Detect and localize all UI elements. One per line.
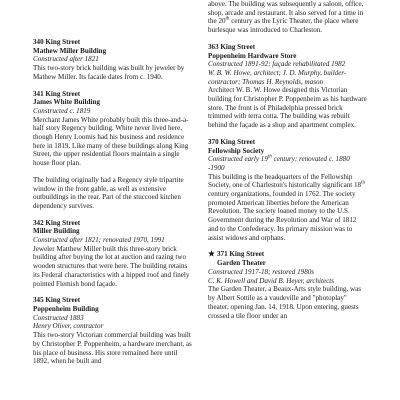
entry-constructed: Constructed c. 1819: [33, 106, 91, 115]
entry-paragraph: The Garden Theater, a Beaux-Arts style building, was by Albert Sottile as a vaudeville and "photoplay" theater, opening Jan. 14, 1918. Upon entering, guests crossed a tile floor under an: [208, 285, 362, 320]
entry-paragraph: Merchant James White probably built this three-and-a-half story Regency building. White never lived here, though Henry Loomis had his business and residence here in 1819. Like many of these buildings along King Street, the upper residential floors maintain a single house floor plan.: [33, 115, 189, 168]
entry-340-king: [33, 38, 193, 82]
entry-address: 342 King Street: [33, 218, 81, 227]
entry-345-king: [33, 296, 193, 366]
entry-address: 363 King Street: [208, 42, 256, 51]
entry-constructed: Constructed early 19th century; renovated c. 1880 -1900: [208, 154, 350, 172]
left-column: [33, 0, 193, 374]
entry-342-king: [33, 219, 193, 289]
entry-constructed: Constructed after 1821; renovated 1970, 1991: [33, 236, 165, 245]
entry-paragraph: The building originally had a Regency style tripartite window in the front gable, as well as extensive outbuildings in the rear. Part of the stuccoed kitchen dependency survives.: [33, 175, 184, 210]
entry-architect: C. K. Howell and David B. Heyer, architects: [208, 276, 335, 285]
entry-constructed: Constructed 1883: [33, 313, 84, 322]
entry-address: 340 King Street: [33, 38, 81, 46]
entry-name: James White Building: [33, 98, 100, 107]
continued-paragraph: above. The building was subsequently a saloon, office, shop, arcade and restaurant. It also served for a time in the 20th century as the Lyric Theater, the place where burlesque was introduced to Charleston.: [208, 0, 364, 35]
entry-name: Fellowship Society: [208, 146, 265, 155]
entry-name: Poppenheim Hardware Store: [208, 51, 297, 60]
entry-name: Miller Building: [33, 227, 80, 236]
entry-address: [208, 250, 368, 259]
entry-paragraph: Jeweler Matthew Miller built this three-story brick building after buying the lot at auction and razing two wooden structures that were here. The building retains its Federal characteristics with a hipped roof and finely pointed Flemish bond façade.: [33, 244, 190, 288]
star-icon: [208, 250, 215, 259]
entry-363-king: [208, 43, 368, 130]
entry-341-king: [33, 90, 193, 211]
entry-370-king: [208, 138, 368, 242]
entry-constructed: Constructed 1891-92; façade rehabilitated 1982: [208, 60, 346, 69]
entry-paragraph: This building is the headquarters of the Fellowship Society, one of Charleston's historically significant 18th century organizations, founded in 1762. The society promoted American liberties before the American Revolution. The society loaned money to the U.S. Government during the Revolution and War of 1812 and to the Confederacy. Its primary mission was to assist widows and orphans.: [208, 172, 365, 242]
entry-constructed: Constructed 1917-18; restored 1980s: [208, 267, 315, 276]
entry-constructed: Constructed after 1821: [33, 55, 99, 64]
entry-371-king: [208, 250, 368, 320]
entry-name: Garden Theater: [217, 259, 266, 268]
entry-address: 370 King Street: [208, 137, 256, 146]
entry-paragraph: This two-story Victorian commercial building was built by Christopher P. Poppenheim, a hardware merchant, as his place of business. His store remained here until 1892, when he built and: [33, 331, 192, 366]
entry-paragraph: This two-story brick building was built by jeweler by Mathew Miller. Its facade dates from c. 1940.: [33, 64, 185, 81]
entry-address-text: 371 King Street: [217, 250, 265, 259]
entry-architect: W. B. W. Howe, architect; J. D. Murphy, builder-contractor; Thomas H. Reynolds, mason: [208, 68, 347, 86]
entry-name: Mathew Miller Building: [33, 46, 107, 55]
right-column: [208, 0, 368, 328]
entry-name: Poppenheim Building: [33, 304, 99, 313]
entry-paragraph: Architect W. B. W. Howe designed this Victorian building for Christopher P. Poppenheim as his hardware store. The front is of Philadelphia pressed brick trimmed with terra cotta. The building was rebuilt behind the façade as a shop and apartment complex.: [208, 86, 367, 130]
entry-address: 341 King Street: [33, 89, 81, 98]
entry-address: 345 King Street: [33, 296, 81, 305]
entry-architect: Henry Oliver, contractor: [33, 322, 104, 331]
